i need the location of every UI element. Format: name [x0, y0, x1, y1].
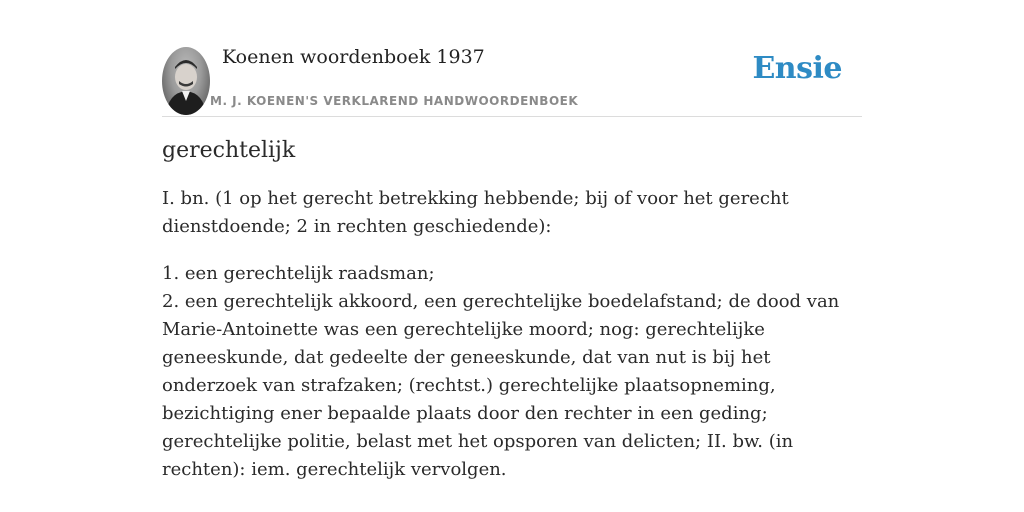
entry-content	[162, 138, 862, 484]
dictionary-subtitle: M. J. KOENEN'S VERKLAREND HANDWOORDENBOEK	[210, 94, 579, 108]
example-2: 2. een gerechtelijk akkoord, een gerechtelijke boedelafstand; de dood van Marie-Antoinette was een gerechtelijke moord; nog: gerechtelijke geneeskunde, dat gedeelte der geneeskunde, dat van nut is bij het onderzoek van strafzaken; (rechtst.) gerechtelijke plaatsopneming, bezichtiging ener bepaalde plaats door den rechter in een geding; gerechtelijke politie, belast met het opsporen van delicten; II. bw. (in rechten): iem. gerechtelijk vervolgen.	[162, 291, 840, 480]
author-portrait	[162, 47, 210, 115]
entry-examples	[162, 260, 862, 484]
entry-headword: gerechtelijk	[162, 138, 296, 163]
example-1: 1. een gerechtelijk raadsman;	[162, 263, 435, 284]
dictionary-header	[162, 44, 862, 117]
dictionary-title[interactable]: Koenen woordenboek 1937	[222, 46, 485, 68]
ensie-logo-link[interactable]: Ensie	[752, 51, 842, 86]
entry-definition: I. bn. (1 op het gerecht betrekking hebbende; bij of voor het gerecht dienstdoende; 2 in rechten geschiedende):	[162, 188, 789, 237]
